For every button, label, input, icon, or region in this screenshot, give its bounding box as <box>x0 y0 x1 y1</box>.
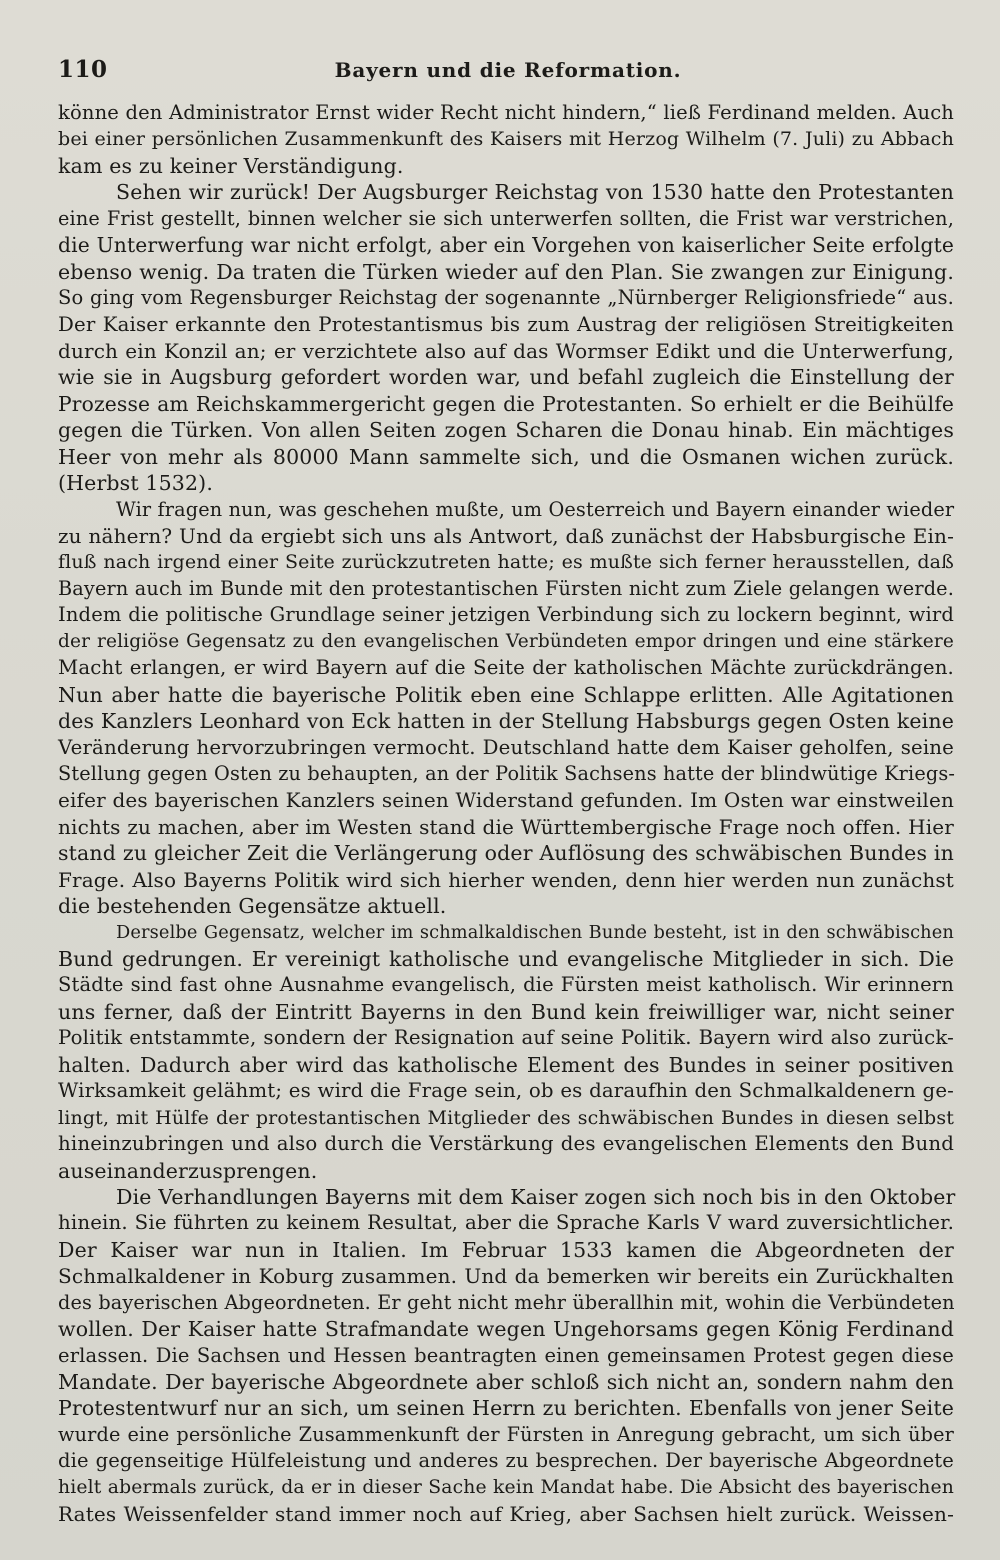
text-line: die bestehenden Gegensätze aktuell. <box>58 894 447 919</box>
text-line: zu nähern? Und da ergiebt sich uns als Antwort, daß zunächst der Habsburgische Ein- <box>58 524 954 548</box>
text-line: kam es zu keiner Verständigung. <box>58 153 404 178</box>
text-line: gegen die Türken. Von allen Seiten zogen Scharen die Donau hinab. Ein mächtiges <box>58 418 954 443</box>
text-line: stand zu gleicher Zeit die Verlängerung oder Auflösung des schwäbischen Bundes in <box>58 841 954 866</box>
running-title: Bayern und die Reformation. <box>334 58 682 82</box>
text-line: eine Frist gestellt, binnen welcher sie sich unterwerfen sollten, die Frist war verstrichen, <box>58 206 954 230</box>
text-line: Die Verhandlungen Bayerns mit dem Kaiser zogen sich noch bis in den Oktober <box>116 1184 956 1209</box>
text-line: Wir fragen nun, was geschehen mußte, um Oesterreich und Bayern einander wieder <box>116 497 955 521</box>
text-line: So ging vom Regensburger Reichstag der sogenannte „Nürnberger Religionsfriede“ aus. <box>58 286 954 310</box>
text-line: des Kanzlers Leonhard von Eck hatten in der Stellung Habsburgs gegen Osten keine <box>58 709 954 734</box>
text-line: hineinzubringen und also durch die Verstärkung des evangelischen Elements den Bund <box>58 1132 954 1156</box>
text-line: Bund gedrungen. Er vereinigt katholische und evangelische Mitglieder in sich. Die <box>58 947 954 971</box>
text-line: die Unterwerfung war nicht erfolgt, aber ein Vorgehen von kaiserlicher Seite erfolgte <box>58 233 954 258</box>
text-line: des bayerischen Abgeordneten. Er geht nicht mehr überallhin mit, wohin die Verbündeten <box>58 1290 955 1314</box>
text-line: eifer des bayerischen Kanzlers seinen Widerstand gefunden. Im Osten war einstweilen <box>58 788 954 813</box>
text-line: Rates Weissenfelder stand immer noch auf Krieg, aber Sachsen hielt zurück. Weissen- <box>58 1502 954 1527</box>
text-line: (Herbst 1532). <box>58 471 213 496</box>
body-text <box>58 100 954 1528</box>
text-line: Der Kaiser erkannte den Protestantismus bis zum Austrag der religiösen Streitigkeiten <box>58 312 954 336</box>
text-line: lingt, mit Hülfe der protestantischen Mitglieder des schwäbischen Bundes in diesen selbst <box>58 1106 954 1129</box>
text-line: Veränderung hervorzubringen vermocht. Deutschland hatte dem Kaiser geholfen, seine <box>58 735 954 759</box>
text-line: uns ferner, daß der Eintritt Bayerns in den Bund kein freiwilliger war, nicht seiner <box>58 999 954 1024</box>
text-line: wurde eine persönliche Zusammenkunft der Fürsten in Anregung gebracht, um sich über <box>58 1422 954 1446</box>
text-line: fluß nach irgend einer Seite zurückzutreten hatte; es mußte sich ferner herausstellen, daß <box>58 551 954 574</box>
text-line: Wirksamkeit gelähmt; es wird die Frage sein, ob es daraufhin den Schmalkaldenern ge- <box>58 1079 954 1103</box>
text-line: wie sie in Augsburg gefordert worden war, und befahl zugleich die Einstellung der <box>58 365 954 390</box>
text-line: Prozesse am Reichskammergericht gegen die Protestanten. So erhielt er die Beihülfe <box>58 391 954 416</box>
text-line: durch ein Konzil an; er verzichtete also auf das Wormser Edikt und die Unterwerfung, <box>58 338 954 363</box>
page-number: 110 <box>58 56 108 83</box>
text-line: bei einer persönlichen Zusammenkunft des Kaisers mit Herzog Wilhelm (7. Juli) zu Abbach <box>58 128 954 151</box>
text-line: Mandate. Der bayerische Abgeordnete aber schloß sich nicht an, sondern nahm den <box>58 1370 954 1394</box>
text-line: wollen. Der Kaiser hatte Strafmandate wegen Ungehorsams gegen König Ferdinand <box>58 1317 954 1342</box>
text-line: Heer von mehr als 80000 Mann sammelte sich, und die Osmanen wichen zurück. <box>58 444 954 469</box>
text-line: Städte sind fast ohne Ausnahme evangelisch, die Fürsten meist katholisch. Wir erinnern <box>58 973 954 997</box>
text-line: Protestentwurf nur an sich, um seinen Herrn zu berichten. Ebenfalls von jener Seite <box>58 1396 954 1421</box>
text-line: auseinanderzusprengen. <box>58 1158 318 1183</box>
text-line: Frage. Also Bayerns Politik wird sich hierher wenden, denn hier werden nun zunächst <box>58 867 954 892</box>
text-line: Schmalkaldener in Koburg zusammen. Und da bemerken wir bereits ein Zurückhalten <box>58 1264 954 1289</box>
text-line: ebenso wenig. Da traten die Türken wieder auf den Plan. Sie zwangen zur Einigung. <box>58 259 954 284</box>
text-line: hinein. Sie führten zu keinem Resultat, aber die Sprache Karls V ward zuversichtlicher. <box>58 1211 954 1235</box>
text-line: Macht erlangen, er wird Bayern auf die Seite der katholischen Mächte zurückdrängen. <box>58 656 954 680</box>
text-line: Nun aber hatte die bayerische Politik eben eine Schlappe erlitten. Alle Agitationen <box>58 682 954 707</box>
text-line: Bayern auch im Bunde mit den protestantischen Fürsten nicht zum Ziele gelangen werde. <box>58 576 954 600</box>
text-line: Politik entstammte, sondern der Resignation auf seine Politik. Bayern wird also zurück- <box>58 1026 954 1050</box>
text-line: Derselbe Gegensatz, welcher im schmalkaldischen Bunde besteht, ist in den schwäbischen <box>116 922 954 943</box>
text-line: Sehen wir zurück! Der Augsburger Reichstag von 1530 hatte den Protestanten <box>116 180 954 205</box>
text-line: Der Kaiser war nun in Italien. Im Februar 1533 kamen die Abgeordneten der <box>58 1237 954 1262</box>
text-line: die gegenseitige Hülfeleistung und anderes zu besprechen. Der bayerische Abgeordnete <box>58 1449 954 1473</box>
text-line: halten. Dadurch aber wird das katholische Element des Bundes in seiner positiven <box>58 1052 954 1077</box>
page-header <box>58 56 958 90</box>
text-line: nichts zu machen, aber im Westen stand die Württembergische Frage noch offen. Hier <box>58 814 954 839</box>
text-line: hielt abermals zurück, da er in dieser Sache kein Mandat habe. Die Absicht des bayerischen <box>58 1476 954 1498</box>
text-line: der religiöse Gegensatz zu den evangelischen Verbündeten empor dringen und eine stärkere <box>58 630 954 652</box>
text-line: Stellung gegen Osten zu behaupten, an der Politik Sachsens hatte der blindwütige Kriegs- <box>58 761 956 785</box>
text-line: Indem die politische Grundlage seiner jetzigen Verbindung sich zu lockern beginnt, wird <box>58 603 954 627</box>
text-line: könne den Administrator Ernst wider Recht nicht hindern,“ ließ Ferdinand melden. Auch <box>58 101 954 124</box>
text-line: erlassen. Die Sachsen und Hessen beantragten einen gemeinsamen Protest gegen diese <box>58 1343 954 1367</box>
